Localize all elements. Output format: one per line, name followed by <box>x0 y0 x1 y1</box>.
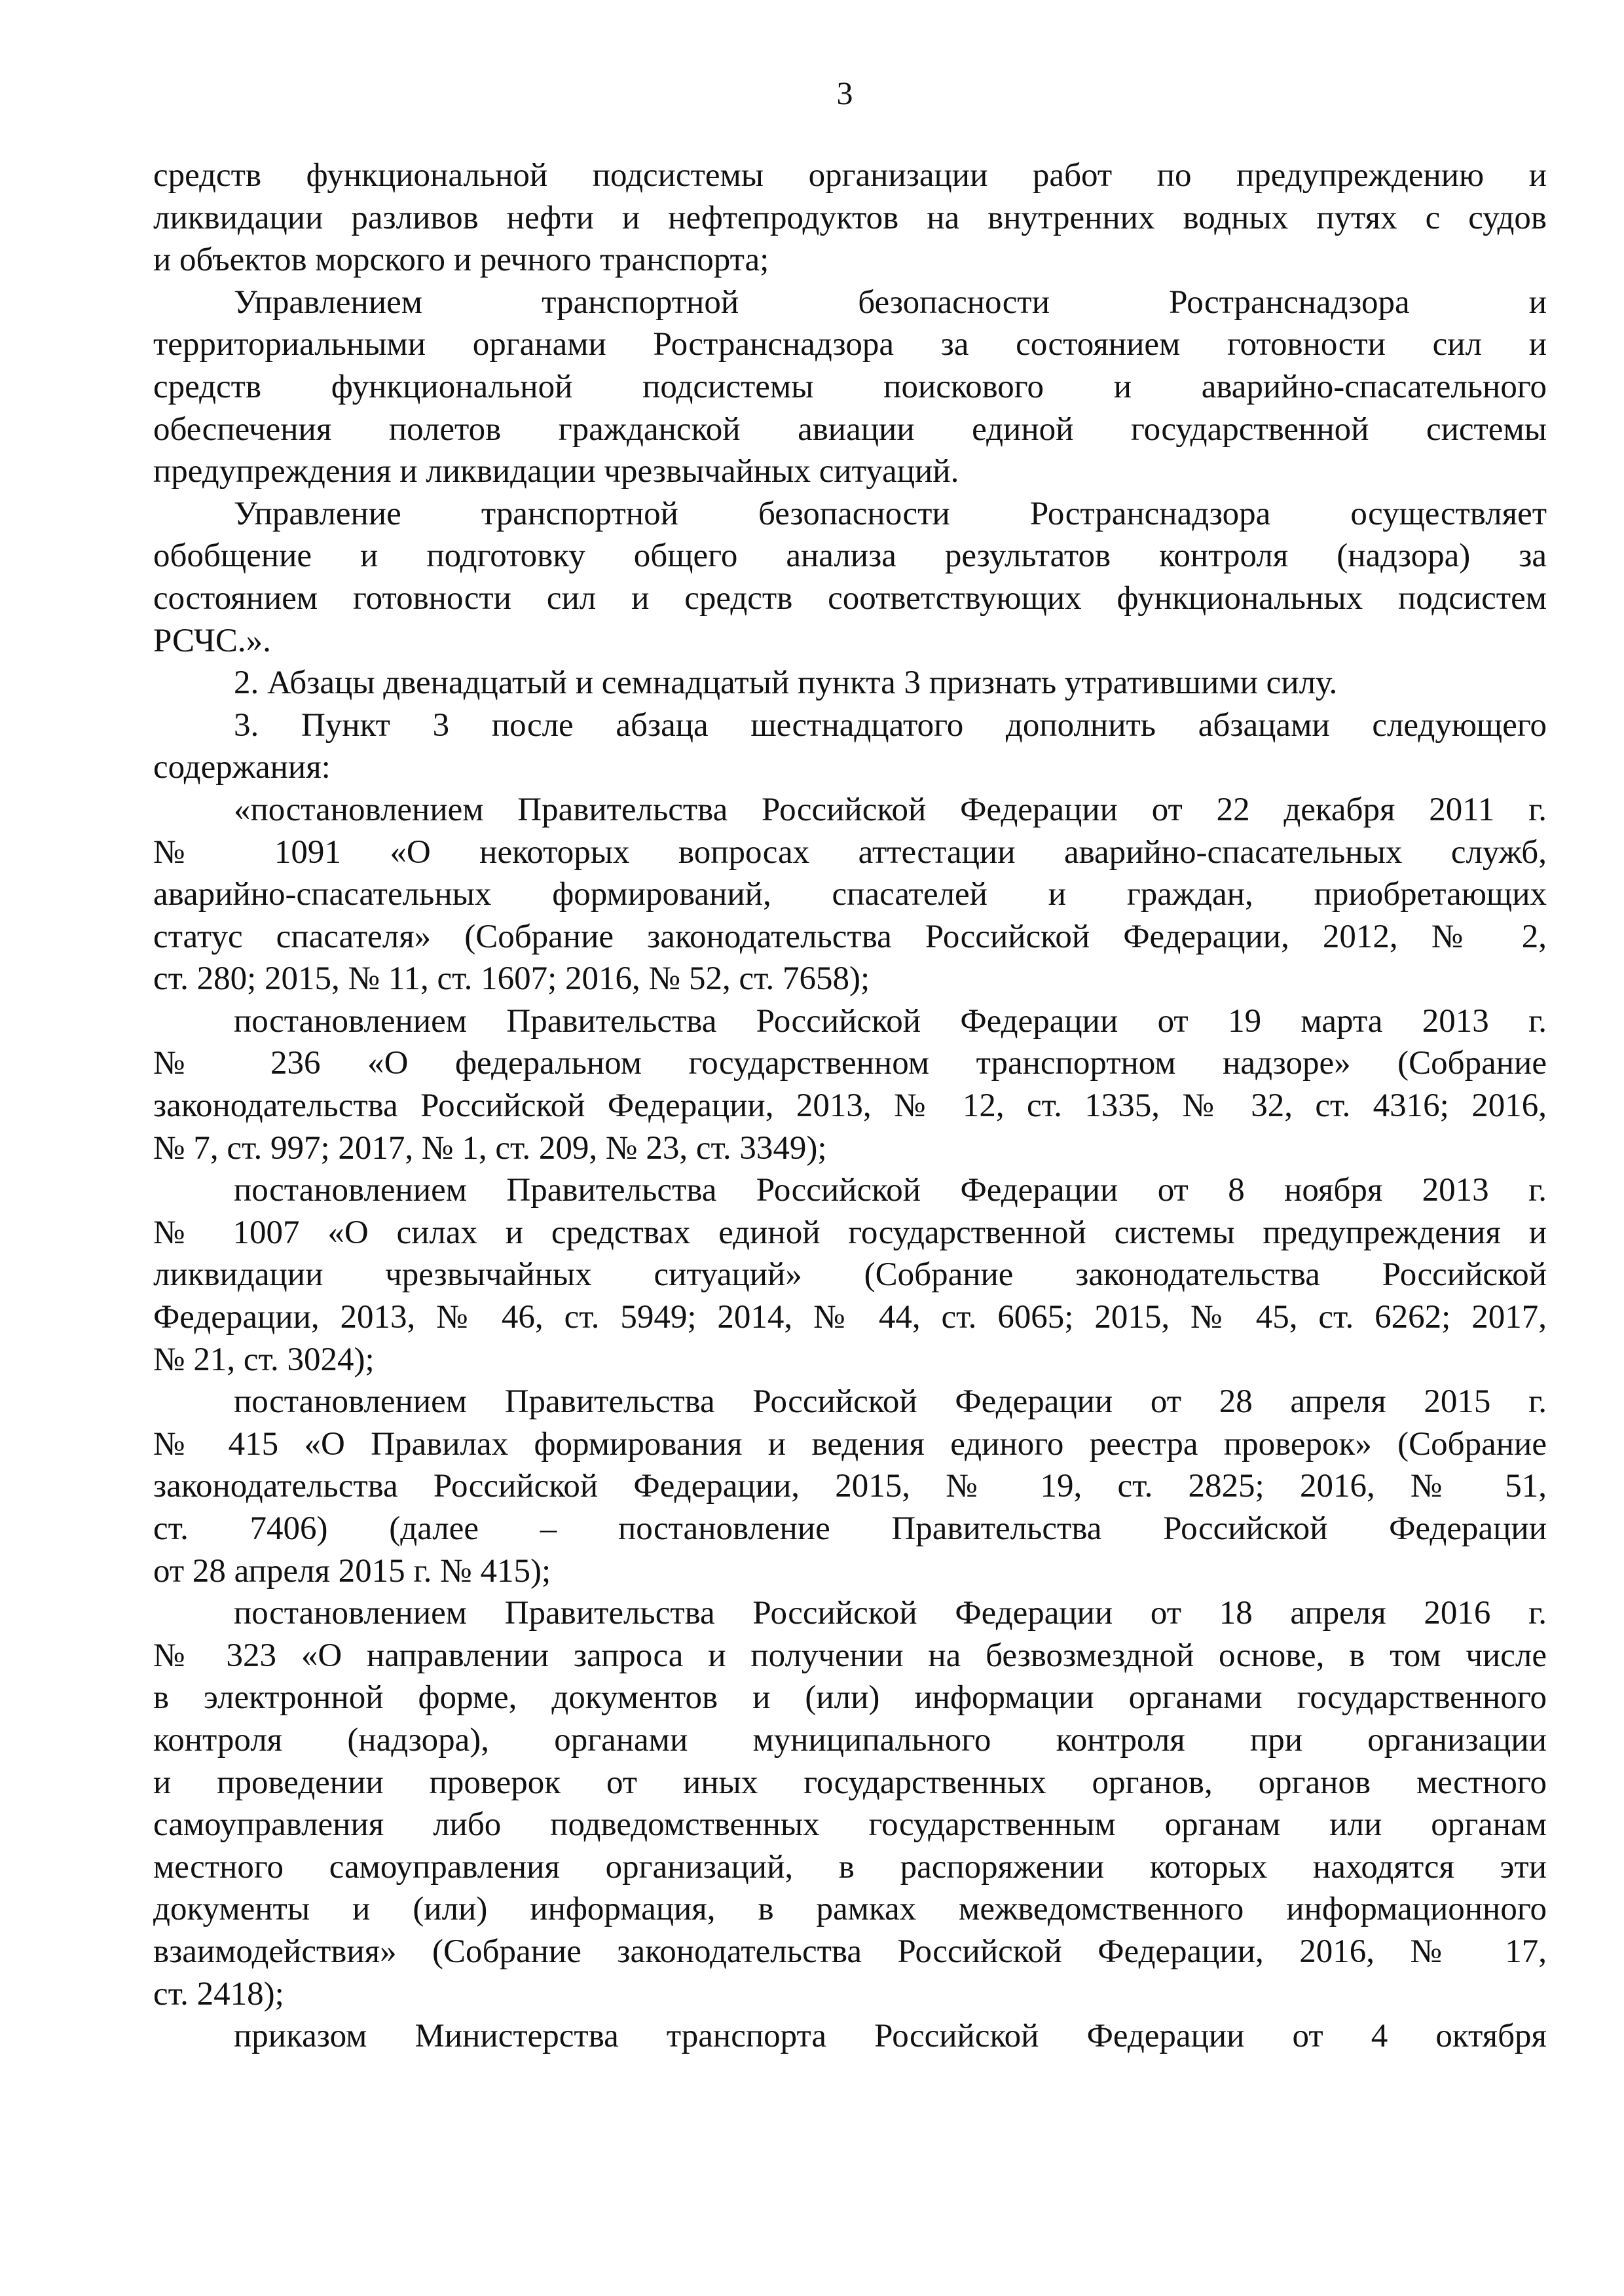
paragraph <box>153 1169 1547 1381</box>
text-line: и объектов морского и речного транспорта; <box>153 242 769 279</box>
text-line: статус спасателя» (Собрание законодательства Российской Федерации, 2012, № 2, <box>153 918 1547 955</box>
paragraph <box>153 662 1547 704</box>
paragraph <box>153 789 1547 1000</box>
text-line: ст. 7406) (далее – постановление Правительства Российской Федерации <box>153 1510 1547 1547</box>
text-line: средств функциональной подсистемы поискового и аварийно-спасательного <box>153 368 1547 405</box>
text-line: документы и (или) информация, в рамках межведомственного информационного <box>153 1891 1547 1928</box>
text-line: постановлением Правительства Российской Федерации от 19 марта 2013 г. <box>234 1002 1547 1040</box>
paragraph <box>153 1592 1547 2015</box>
paragraph <box>153 1381 1547 1592</box>
text-line: приказом Министерства транспорта Российской Федерации от 4 октября <box>234 2018 1547 2055</box>
paragraph <box>153 1000 1547 1169</box>
paragraph <box>153 282 1547 493</box>
text-line: ст. 280; 2015, № 11, ст. 1607; 2016, № 52, ст. 7658); <box>153 960 870 998</box>
text-line: постановлением Правительства Российской Федерации от 8 ноября 2013 г. <box>234 1172 1547 1209</box>
document-body <box>153 155 1547 2058</box>
text-line: местного самоуправления организаций, в распоряжении которых находятся эти <box>153 1848 1547 1886</box>
text-line: Управление транспортной безопасности Ространснадзора осуществляет <box>234 495 1547 532</box>
text-line: от 28 апреля 2015 г. № 415); <box>153 1552 551 1590</box>
text-line: содержания: <box>153 749 331 786</box>
text-line: постановлением Правительства Российской Федерации от 28 апреля 2015 г. <box>234 1383 1547 1421</box>
text-line: состоянием готовности сил и средств соответствующих функциональных подсистем <box>153 579 1547 617</box>
text-line: обеспечения полетов гражданской авиации единой государственной системы <box>153 410 1547 448</box>
page-number: 3 <box>836 75 853 111</box>
text-line: и проведении проверок от иных государственных органов, органов местного <box>153 1764 1547 1801</box>
text-line: самоуправления либо подведомственных государственным органам или органам <box>153 1806 1547 1844</box>
text-line: «постановлением Правительства Российской Федерации от 22 декабря 2011 г. <box>234 791 1547 828</box>
text-line: аварийно-спасательных формирований, спасателей и граждан, приобретающих <box>153 876 1547 913</box>
paragraph <box>153 155 1547 282</box>
text-line: средств функциональной подсистемы организации работ по предупреждению и <box>153 157 1547 194</box>
text-line: законодательства Российской Федерации, 2015, № 19, ст. 2825; 2016, № 51, <box>153 1468 1547 1505</box>
paragraph <box>153 704 1547 789</box>
text-line: законодательства Российской Федерации, 2013, № 12, ст. 1335, № 32, ст. 4316; 2016, <box>153 1087 1547 1125</box>
text-line: ликвидации чрезвычайных ситуаций» (Собрание законодательства Российской <box>153 1256 1547 1294</box>
text-line: 3. Пункт 3 после абзаца шестнадцатого дополнить абзацами следующего <box>234 706 1547 744</box>
text-line: № 1007 «О силах и средствах единой государственной системы предупреждения и <box>153 1214 1547 1251</box>
text-line: № 1091 «О некоторых вопросах аттестации аварийно-спасательных служб, <box>153 833 1547 871</box>
text-line: 2. Абзацы двенадцатый и семнадцатый пункта 3 признать утратившими силу. <box>234 665 1338 702</box>
text-line: постановлением Правительства Российской Федерации от 18 апреля 2016 г. <box>234 1595 1547 1632</box>
text-line: № 236 «О федеральном государственном транспортном надзоре» (Собрание <box>153 1045 1547 1082</box>
text-line: обобщение и подготовку общего анализа результатов контроля (надзора) за <box>153 538 1547 575</box>
text-line: ст. 2418); <box>153 1975 284 2013</box>
text-line: № 7, ст. 997; 2017, № 1, ст. 209, № 23, ст. 3349); <box>153 1129 827 1167</box>
paragraph <box>153 2015 1547 2058</box>
text-line: ликвидации разливов нефти и нефтепродуктов на внутренних водных путях с судов <box>153 199 1547 236</box>
text-line: Управлением транспортной безопасности Ространснадзора и <box>234 283 1547 321</box>
text-line: Федерации, 2013, № 46, ст. 5949; 2014, № 44, ст. 6065; 2015, № 45, ст. 6262; 2017, <box>153 1299 1547 1336</box>
text-line: № 323 «О направлении запроса и получении на безвозмездной основе, в том числе <box>153 1637 1547 1674</box>
text-line: взаимодействия» (Собрание законодательства Российской Федерации, 2016, № 17, <box>153 1933 1547 1970</box>
text-line: предупреждения и ликвидации чрезвычайных ситуаций. <box>153 453 959 490</box>
text-line: территориальными органами Ространснадзора за состоянием готовности сил и <box>153 326 1547 363</box>
paragraph <box>153 493 1547 662</box>
text-line: контроля (надзора), органами муниципального контроля при организации <box>153 1721 1547 1758</box>
text-line: № 415 «О Правилах формирования и ведения единого реестра проверок» (Собрание <box>153 1425 1547 1463</box>
text-line: № 21, ст. 3024); <box>153 1341 375 1378</box>
text-line: в электронной форме, документов и (или) информации органами государственного <box>153 1679 1547 1717</box>
text-line: РСЧС.». <box>153 622 271 659</box>
